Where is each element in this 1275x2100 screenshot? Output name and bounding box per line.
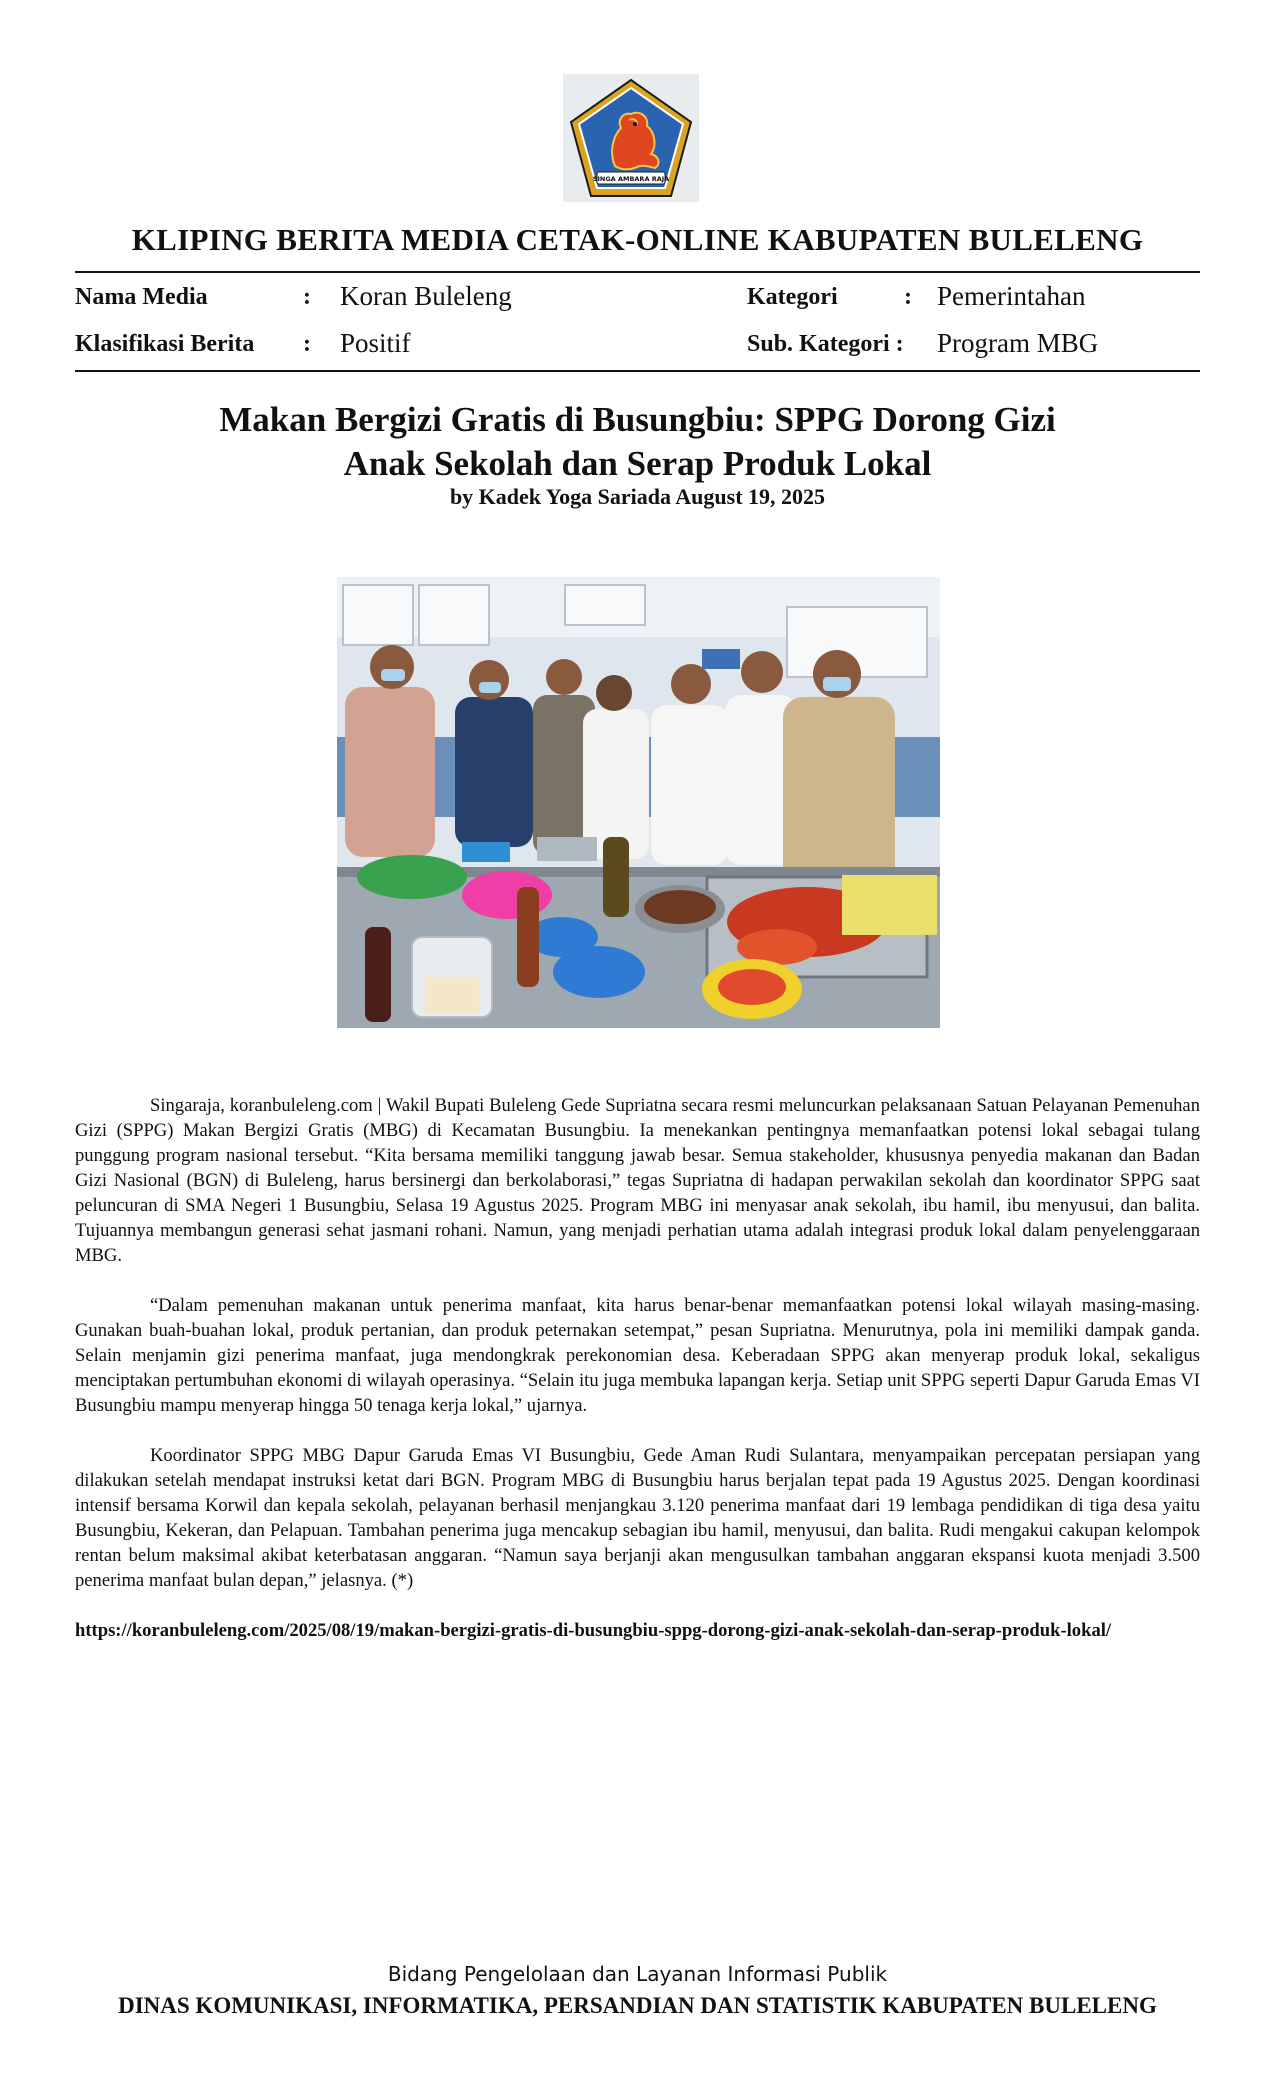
- divider-top: [75, 271, 1200, 273]
- regency-crest-logo: [563, 74, 699, 202]
- classification-colon: :: [303, 331, 311, 357]
- article-paragraph-1: Singaraja, koranbuleleng.com | Wakil Bupati Buleleng Gede Supriatna secara resmi meluncurkan pelaksanaan Satuan Pelayanan Pemenuhan Gizi (SPPG) Makan Bergizi Gratis (MBG) di Kecamatan Busungbiu. Ia menekankan pentingnya memanfaatkan potensi lokal sebagai tulang punggung program nasional tersebut. “Kita bersama memiliki tanggung jawab besar. Semua stakeholder, khususnya penyedia makanan dan Badan Gizi Nasional (BGN) di Buleleng, harus bersinergi dan berkolaborasi,” tegas Supriatna di hadapan perwakilan sekolah dan koordinator SPPG saat peluncuran di SMA Negeri 1 Busungbiu, Selasa 19 Agustus 2025. Program MBG ini menyasar anak sekolah, ibu hamil, ibu menyusui, dan balita. Tujuannya membangun generasi sehat jasmani rohani. Namun, yang menjadi perhatian utama adalah integrasi produk lokal dalam penyelenggaraan MBG.: [75, 1095, 1200, 1266]
- divider-bottom: [75, 370, 1200, 372]
- category-value: Pemerintahan: [937, 281, 1086, 311]
- subcategory-value: Program MBG: [937, 328, 1099, 358]
- source-link[interactable]: https://koranbuleleng.com/2025/08/19/makan-bergizi-gratis-di-busungbiu-sppg-dorong-gizi-anak-sekolah-dan-serap-produk-lokal/: [75, 1620, 1112, 1641]
- headline-line-1: Makan Bergizi Gratis di Busungbiu: SPPG Dorong Gizi: [219, 400, 1056, 439]
- category-label: Kategori: [747, 284, 838, 310]
- classification-value: Positif: [340, 328, 411, 358]
- media-colon: :: [303, 284, 311, 310]
- article-paragraph-2: “Dalam pemenuhan makanan untuk penerima manfaat, kita harus benar-benar memanfaatkan potensi lokal wilayah masing-masing. Gunakan buah-buahan lokal, produk pertanian, dan produk peternakan setempat,” pesan Supriatna. Menurutnya, pola ini memiliki dampak ganda. Selain menjamin gizi penerima manfaat, juga mendongkrak perekonomian desa. Keberadaan SPPG akan menyerap produk lokal, sekaligus menciptakan pertumbuhan ekonomi di wilayah operasinya. “Selain itu juga membuka lapangan kerja. Setiap unit SPPG seperti Dapur Garuda Emas VI Busungbiu mampu menyerap hingga 50 tenaga kerja lokal,” ujarnya.: [75, 1295, 1200, 1416]
- classification-label: Klasifikasi Berita: [75, 331, 255, 357]
- article-byline: by Kadek Yoga Sariada August 19, 2025: [449, 484, 826, 509]
- category-colon: :: [904, 284, 912, 310]
- media-label: Nama Media: [75, 284, 208, 310]
- article-headline: [150, 398, 1125, 486]
- media-value: Koran Buleleng: [340, 281, 512, 311]
- footer-department: Bidang Pengelolaan dan Layanan Informasi Publik: [387, 1962, 888, 1986]
- document-title: KLIPING BERITA MEDIA CETAK-ONLINE KABUPATEN BULELENG: [131, 222, 1144, 257]
- subcategory-label: Sub. Kategori :: [747, 331, 904, 357]
- footer-agency: DINAS KOMUNIKASI, INFORMATIKA, PERSANDIAN DAN STATISTIK KABUPATEN BULELENG: [118, 1993, 1157, 2018]
- regency-crest-icon: [563, 74, 699, 202]
- crest-motto: SINGA AMBARA RAJA: [592, 175, 670, 183]
- article-photo: [337, 577, 940, 1028]
- headline-line-2: Anak Sekolah dan Serap Produk Lokal: [343, 444, 932, 483]
- article-paragraph-3: Koordinator SPPG MBG Dapur Garuda Emas VI Busungbiu, Gede Aman Rudi Sulantara, menyampaikan percepatan persiapan yang dilakukan setelah mendapat instruksi ketat dari BGN. Program MBG di Busungbiu harus berjalan tepat pada 19 Agustus 2025. Dengan koordinasi intensif bersama Korwil dan kepala sekolah, pelayanan berhasil menjangkau 3.120 penerima manfaat dari 19 lembaga pendidikan di tiga desa yaitu Busungbiu, Kekeran, dan Pelapuan. Tambahan penerima juga mencakup sebagian ibu hamil, menyusui, dan balita. Rudi mengakui cakupan kelompok rentan belum maksimal akibat keterbatasan anggaran. “Namun saya berjanji akan mengusulkan tambahan anggaran ekspansi kuota menjadi 3.500 penerima manfaat bulan depan,” jelasnya. (*): [75, 1445, 1200, 1591]
- article-body: [75, 1093, 1200, 1618]
